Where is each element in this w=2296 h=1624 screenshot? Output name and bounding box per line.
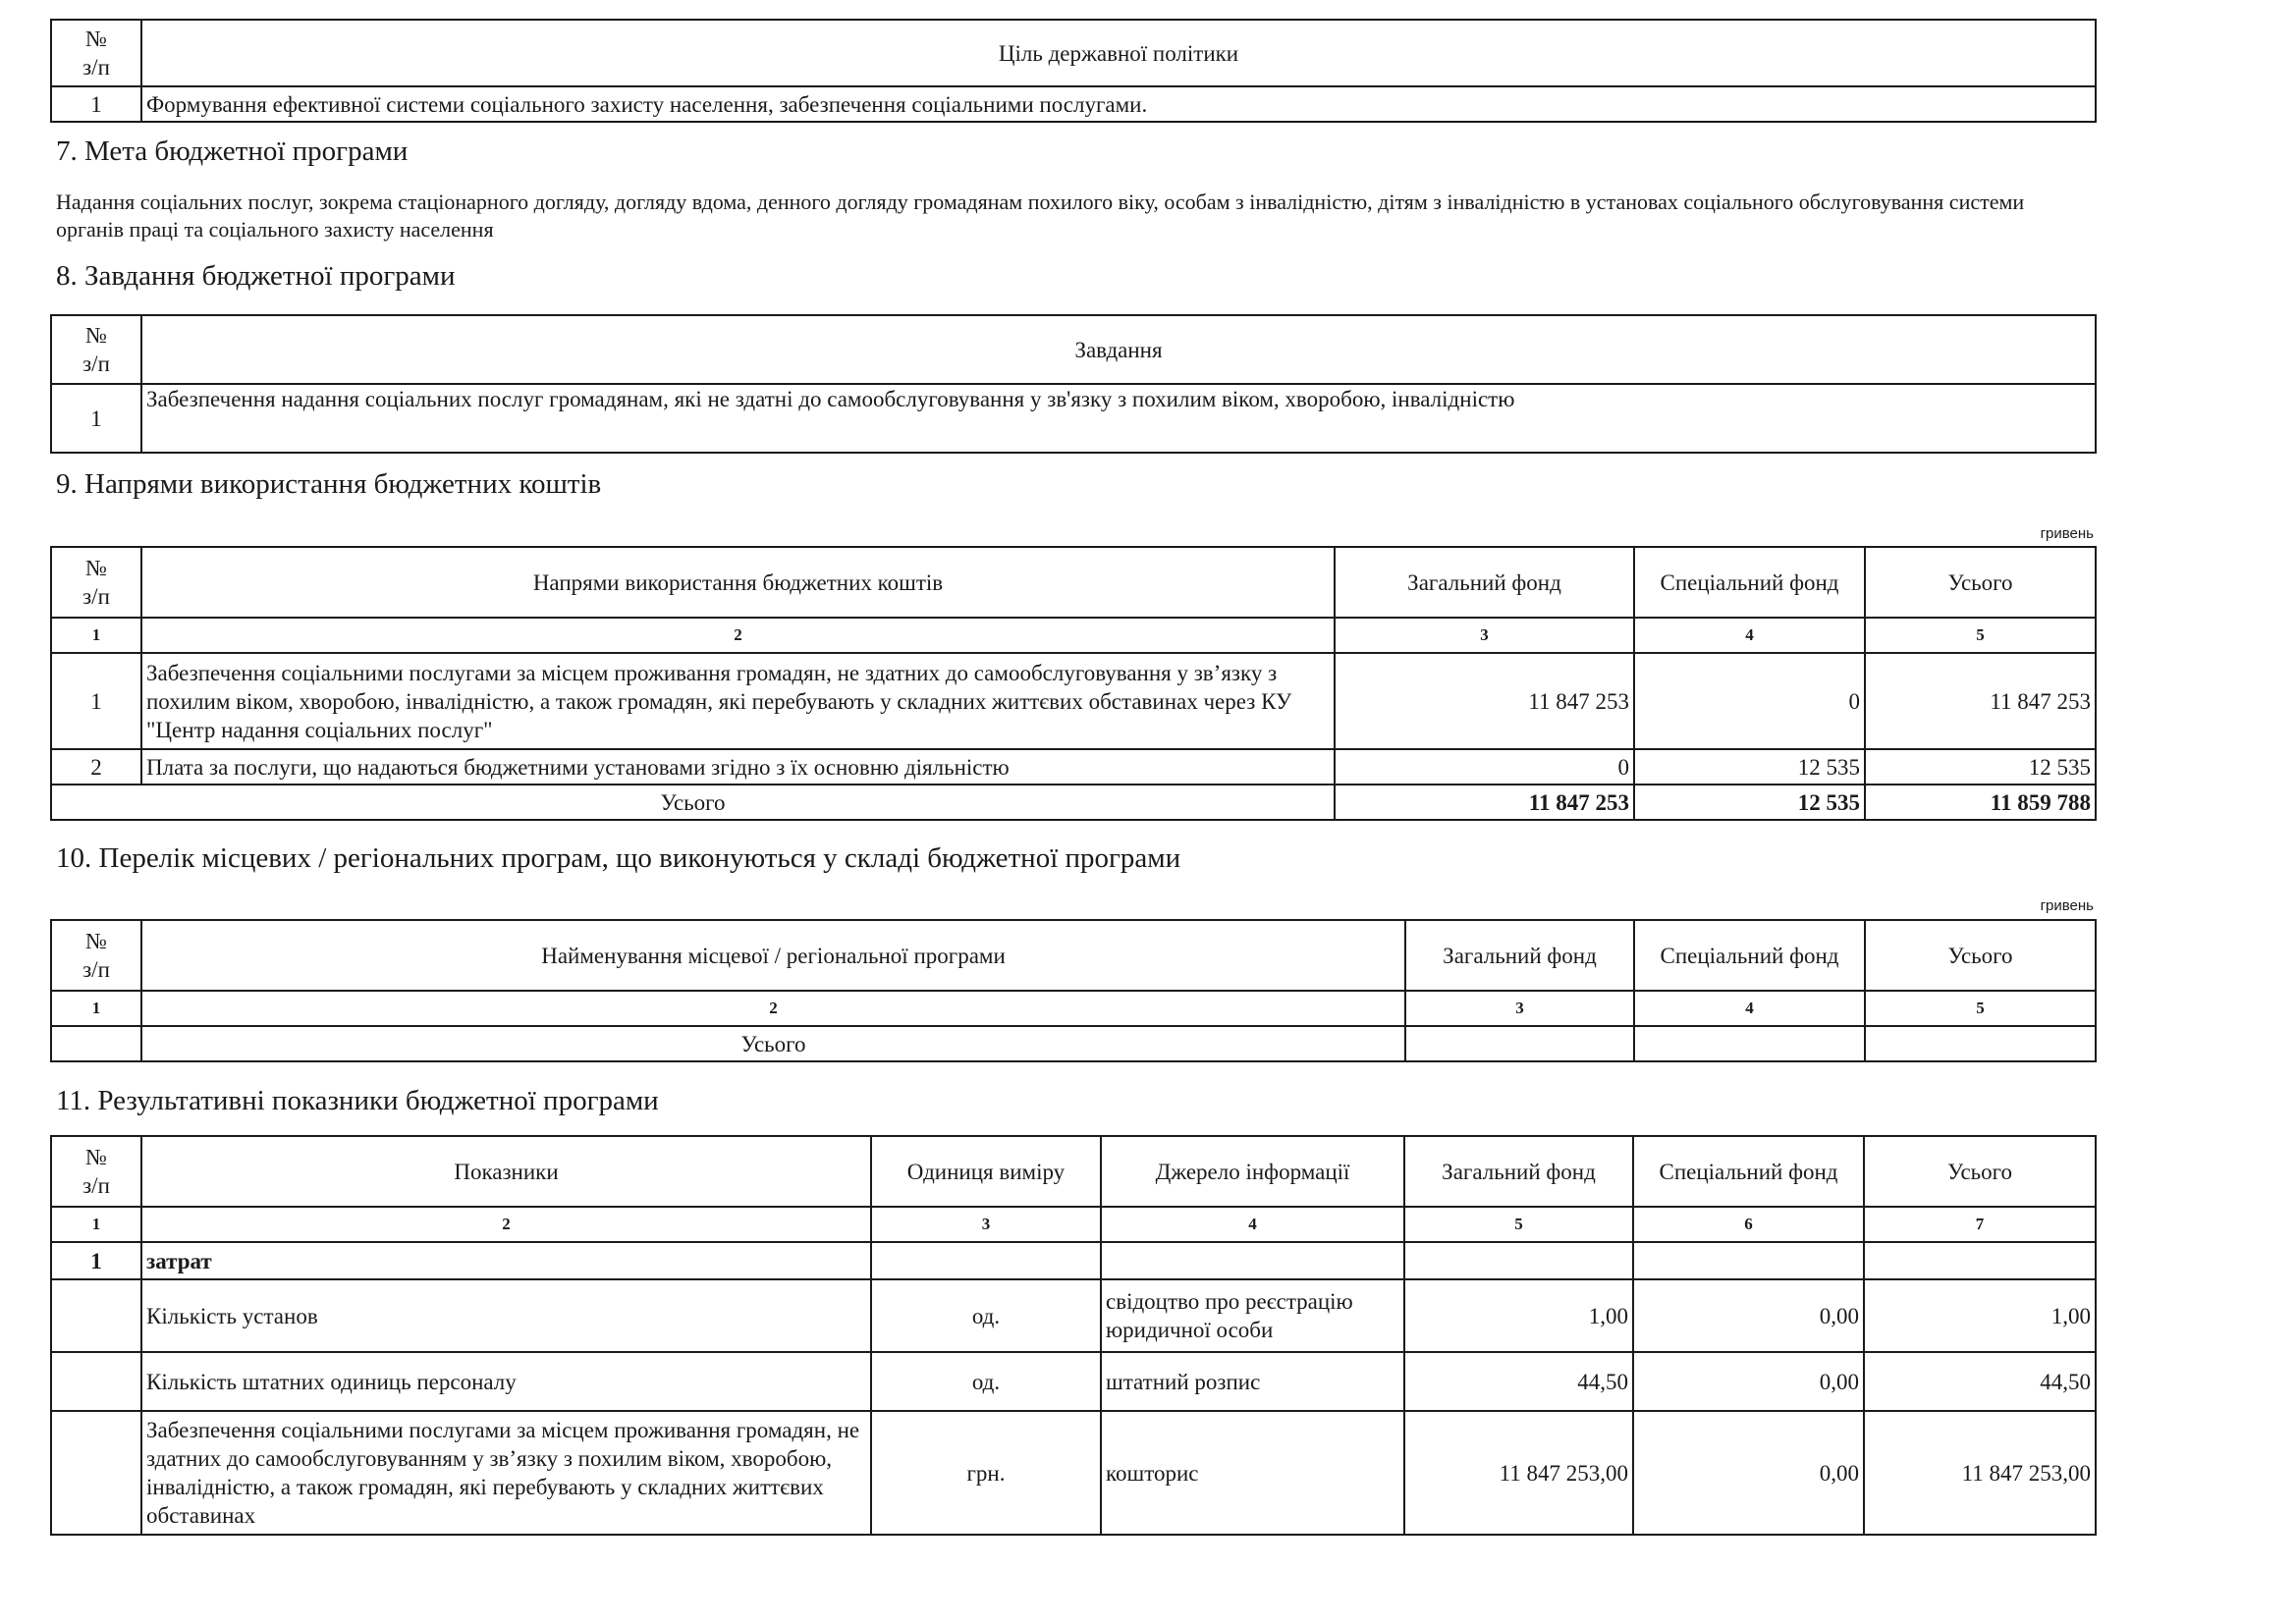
indicator-total: 1,00	[1864, 1279, 2096, 1352]
index-cell: 1	[51, 1207, 141, 1242]
local-programs-table	[50, 919, 2097, 1062]
no-header-abbr: з/п	[82, 1173, 110, 1198]
indicator-source: штатний розпис	[1101, 1352, 1404, 1411]
tasks-table	[50, 314, 2097, 454]
empty-cell	[51, 1352, 141, 1411]
section-10-title: 10. Перелік місцевих / регіональних програм, що виконуються у складі бюджетної програми	[56, 842, 1181, 874]
total-special-fund: 12 535	[1634, 785, 1865, 820]
policy-goal-header: Ціль державної політики	[141, 20, 2096, 86]
no-header-symbol: №	[85, 556, 107, 580]
empty-cell	[1634, 1026, 1865, 1061]
row-no: 1	[51, 653, 141, 749]
indicator-special-fund: 0,00	[1633, 1279, 1864, 1352]
indicator-total: 11 847 253,00	[1864, 1411, 2096, 1535]
no-header-symbol: №	[85, 1145, 107, 1169]
index-cell: 1	[51, 618, 141, 653]
general-fund-value: 11 847 253	[1335, 653, 1634, 749]
empty-cell	[1405, 1026, 1634, 1061]
source-header: Джерело інформації	[1101, 1136, 1404, 1207]
group-label: затрат	[141, 1242, 871, 1279]
task-row-text: Забезпечення надання соціальних послуг громадянам, які не здатні до самообслуговування у зв'язку з похилим віком, хворобою, інвалідністю	[141, 384, 2096, 453]
indicator-name: Забезпечення соціальними послугами за місцем проживання громадян, не здатних до самообслуговуванням у зв’язку з похилим віком, хворобою, інвалідністю, а також громадян, які перебувають у складних життєвих обставинах	[141, 1411, 871, 1535]
direction-text: Плата за послуги, що надаються бюджетними установами згідно з їх основню діяльністю	[141, 749, 1335, 785]
section-9-title: 9. Напрями використання бюджетних коштів	[56, 468, 602, 500]
section-9-unit: гривень	[2040, 525, 2094, 542]
indicator-general-fund: 11 847 253,00	[1404, 1411, 1633, 1535]
no-header-abbr: з/п	[82, 55, 110, 80]
total-row-label: Усього	[51, 785, 1335, 820]
no-header-symbol: №	[85, 323, 107, 348]
index-cell: 3	[871, 1207, 1101, 1242]
index-cell: 7	[1864, 1207, 2096, 1242]
special-fund-header: Спеціальний фонд	[1634, 920, 1865, 991]
index-cell: 2	[141, 618, 1335, 653]
special-fund-value: 12 535	[1634, 749, 1865, 785]
empty-cell	[1101, 1242, 1404, 1279]
empty-cell	[1864, 1242, 2096, 1279]
total-header: Усього	[1865, 547, 2096, 618]
no-header-cell	[51, 547, 141, 618]
indicator-name: Кількість штатних одиниць персоналу	[141, 1352, 871, 1411]
total-value: 11 847 253	[1865, 653, 2096, 749]
indicator-total: 44,50	[1864, 1352, 2096, 1411]
indicator-unit: од.	[871, 1279, 1101, 1352]
total-value: 12 535	[1865, 749, 2096, 785]
indicator-special-fund: 0,00	[1633, 1352, 1864, 1411]
indicator-general-fund: 44,50	[1404, 1352, 1633, 1411]
performance-indicators-table	[50, 1135, 2097, 1536]
no-header-abbr: з/п	[82, 352, 110, 376]
index-cell: 4	[1101, 1207, 1404, 1242]
general-fund-header: Загальний фонд	[1405, 920, 1634, 991]
general-fund-value: 0	[1335, 749, 1634, 785]
total-header: Усього	[1864, 1136, 2096, 1207]
special-fund-value: 0	[1634, 653, 1865, 749]
policy-row-text: Формування ефективної системи соціального захисту населення, забезпечення соціальними послугами.	[141, 86, 2096, 122]
no-header-cell	[51, 20, 141, 86]
empty-cell	[51, 1279, 141, 1352]
empty-cell	[1633, 1242, 1864, 1279]
empty-cell	[51, 1026, 141, 1061]
directions-header: Напрями використання бюджетних коштів	[141, 547, 1335, 618]
tasks-header: Завдання	[141, 315, 2096, 384]
no-header-symbol: №	[85, 27, 107, 51]
no-header-abbr: з/п	[82, 584, 110, 609]
index-cell: 3	[1405, 991, 1634, 1026]
index-cell: 6	[1633, 1207, 1864, 1242]
program-name-header: Найменування місцевої / регіональної програми	[141, 920, 1405, 991]
total-general-fund: 11 847 253	[1335, 785, 1634, 820]
direction-text: Забезпечення соціальними послугами за місцем проживання громадян, не здатних до самообслуговування у зв’язку з похилим віком, хворобою, інвалідністю, а також громадян, які перебувають у складних життєвих обставинах через КУ "Центр надання соціальних послуг"	[141, 653, 1335, 749]
special-fund-header: Спеціальний фонд	[1634, 547, 1865, 618]
special-fund-header: Спеціальний фонд	[1633, 1136, 1864, 1207]
general-fund-header: Загальний фонд	[1335, 547, 1634, 618]
no-header-symbol: №	[85, 929, 107, 953]
indicator-source: кошторис	[1101, 1411, 1404, 1535]
empty-cell	[871, 1242, 1101, 1279]
no-header-abbr: з/п	[82, 957, 110, 982]
indicator-unit: грн.	[871, 1411, 1101, 1535]
policy-goal-table	[50, 19, 2097, 123]
no-header-cell	[51, 315, 141, 384]
indicator-general-fund: 1,00	[1404, 1279, 1633, 1352]
indicator-source: свідоцтво про реєстрацію юридичної особи	[1101, 1279, 1404, 1352]
indicator-special-fund: 0,00	[1633, 1411, 1864, 1535]
index-cell: 1	[51, 991, 141, 1026]
indicator-unit: од.	[871, 1352, 1101, 1411]
empty-cell	[51, 1411, 141, 1535]
index-cell: 2	[141, 1207, 871, 1242]
section-11-title: 11. Результативні показники бюджетної програми	[56, 1085, 659, 1116]
group-no: 1	[51, 1242, 141, 1279]
section-8-title: 8. Завдання бюджетної програми	[56, 260, 456, 292]
section-7-text: Надання соціальних послуг, зокрема стаціонарного догляду, догляду вдома, денного догляду громадянам похилого віку, особам з інвалідністю, дітям з інвалідністю в установах соціального обслуговування системи органів праці та соціального захисту населення	[56, 189, 2025, 242]
index-cell: 5	[1865, 991, 2096, 1026]
no-header-cell	[51, 1136, 141, 1207]
total-row-label: Усього	[141, 1026, 1405, 1061]
section-7-title: 7. Мета бюджетної програми	[56, 135, 409, 167]
no-header-cell	[51, 920, 141, 991]
index-cell: 4	[1634, 618, 1865, 653]
index-cell: 3	[1335, 618, 1634, 653]
index-cell: 5	[1865, 618, 2096, 653]
indicators-header: Показники	[141, 1136, 871, 1207]
section-10-unit: гривень	[2040, 897, 2094, 914]
general-fund-header: Загальний фонд	[1404, 1136, 1633, 1207]
empty-cell	[1865, 1026, 2096, 1061]
task-row-no: 1	[51, 384, 141, 453]
policy-row-no: 1	[51, 86, 141, 122]
fund-directions-table	[50, 546, 2097, 821]
index-cell: 4	[1634, 991, 1865, 1026]
indicator-name: Кількість установ	[141, 1279, 871, 1352]
index-cell: 2	[141, 991, 1405, 1026]
row-no: 2	[51, 749, 141, 785]
empty-cell	[1404, 1242, 1633, 1279]
grand-total: 11 859 788	[1865, 785, 2096, 820]
total-header: Усього	[1865, 920, 2096, 991]
unit-header: Одиниця виміру	[871, 1136, 1101, 1207]
index-cell: 5	[1404, 1207, 1633, 1242]
